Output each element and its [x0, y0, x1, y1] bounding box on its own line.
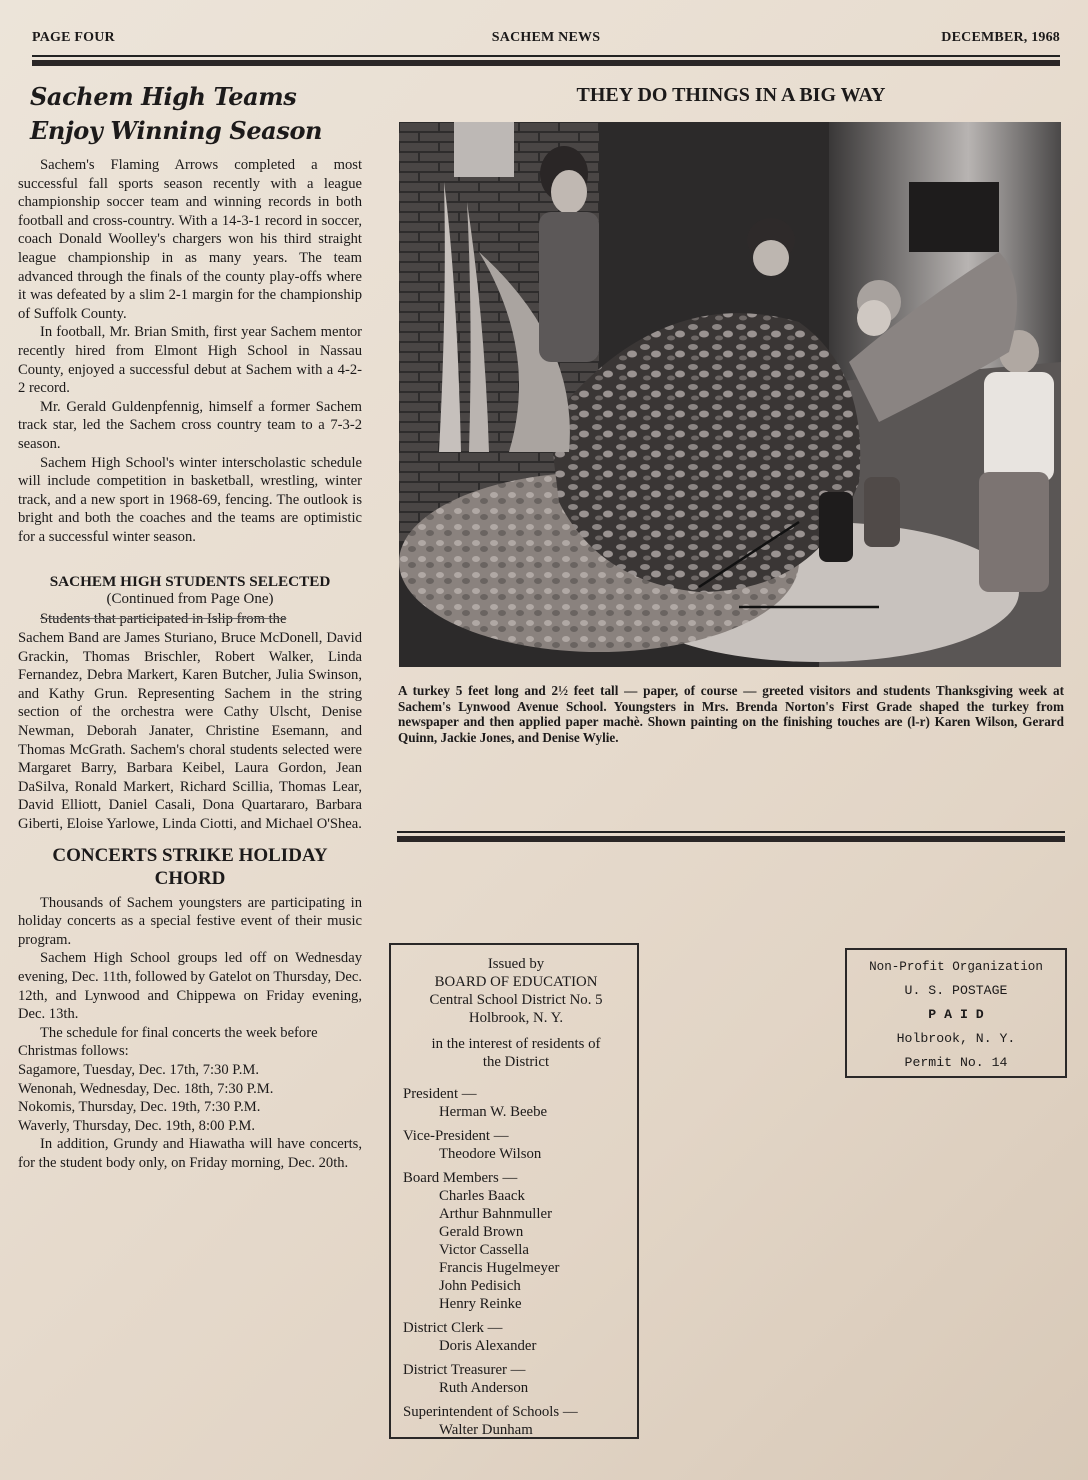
- concerts-article: [18, 844, 362, 1173]
- officer-title: Superintendent of Schools —: [403, 1404, 578, 1420]
- sports-headline-line2: Enjoy Winning Season: [30, 116, 323, 145]
- sports-headline: [30, 80, 362, 148]
- interest-line: in the interest of residents of: [431, 1036, 601, 1052]
- officer-name: Victor Cassella: [439, 1242, 529, 1258]
- sports-paragraph: Mr. Gerald Guldenpfennig, himself a former Sachem track star, led the Sachem cross country team to a 7-3-2 season.: [18, 398, 362, 452]
- officer-name: Doris Alexander: [439, 1338, 537, 1354]
- postage-line: P A I D: [928, 1007, 984, 1022]
- officer-name: Gerald Brown: [439, 1224, 524, 1240]
- masthead-rule-thin: [32, 55, 1060, 57]
- district-name: Central School District No. 5: [429, 992, 603, 1008]
- sports-paragraph: Sachem's Flaming Arrows completed a most successful fall sports season recently with a league championship soccer team and winning records in both football and cross-country. With a 14-3-1 record in soccer, coach Donald Woolley's chargers won his third straight league championship in as many years. The team advanced through the finals of the county play-offs where it was defeated by a slim 2-1 margin for the championship of Suffolk County.: [18, 157, 362, 322]
- issued-by-label: Issued by: [487, 956, 545, 972]
- page-number: PAGE FOUR: [32, 30, 115, 45]
- concerts-headline: [18, 844, 362, 890]
- postage-line: Non-Profit Organization: [869, 960, 1043, 974]
- schedule-item: Wenonah, Wednesday, Dec. 18th, 7:30 P.M.: [18, 1080, 274, 1097]
- students-subhead: (Continued from Page One): [106, 591, 274, 608]
- officer-name: Charles Baack: [439, 1188, 525, 1204]
- students-headline: SACHEM HIGH STUDENTS SELECTED: [49, 573, 331, 591]
- students-first-line: Students that participated in Islip from the: [40, 611, 287, 628]
- concerts-headline-line1: CONCERTS STRIKE HOLIDAY: [52, 844, 328, 866]
- officer-name: Ruth Anderson: [439, 1380, 529, 1396]
- schedule-item: Nokomis, Thursday, Dec. 19th, 7:30 P.M.: [18, 1099, 261, 1116]
- sports-paragraph: In football, Mr. Brian Smith, first year Sachem mentor recently hired from Elmont High School in Nassau County, enjoyed a successful debut at Sachem with a 4-2-2 record.: [18, 324, 362, 397]
- issue-date: DECEMBER, 1968: [941, 30, 1060, 45]
- photo-feature-headline: THEY DO THINGS IN A BIG WAY: [576, 84, 886, 106]
- students-article: [18, 573, 362, 833]
- officer-name: Francis Hugelmeyer: [439, 1260, 560, 1276]
- officer-name: Herman W. Beebe: [439, 1104, 548, 1120]
- officer-name: Theodore Wilson: [439, 1146, 542, 1162]
- officer-title: District Clerk —: [403, 1320, 503, 1336]
- officer-title: District Treasurer —: [403, 1362, 526, 1378]
- postage-line: Holbrook, N. Y.: [896, 1031, 1016, 1046]
- postage-indicia: [845, 948, 1067, 1078]
- concerts-paragraph: Sachem High School groups led off on Wednesday evening, Dec. 11th, followed by Gatelot on Thursday, Dec. 12th, and Lynwood and Chippewa on Friday evening, Dec. 13th.: [18, 950, 362, 1023]
- section-rule-thick: [397, 836, 1065, 842]
- photo-caption: A turkey 5 feet long and 2½ feet tall — paper, of course — greeted visitors and students Thanksgiving week at Sachem's Lynwood Avenue School. Youngsters in Mrs. Brenda Norton's First Grade shaped the turkey from newspaper and then applied paper machè. Shown painting on the finishing touches are (l-r) Karen Wilson, Gerard Quinn, Jackie Jones, and Denise Wylie.: [398, 683, 1064, 745]
- newspaper-title: SACHEM NEWS: [491, 30, 601, 45]
- concerts-paragraph: The schedule for final concerts the week before Christmas follows:: [18, 1024, 318, 1060]
- officer-title: Board Members —: [403, 1170, 518, 1186]
- postage-line: U. S. POSTAGE: [904, 983, 1008, 998]
- section-rule-thin: [397, 831, 1065, 833]
- board-name: BOARD OF EDUCATION: [434, 974, 598, 990]
- concerts-closing: In addition, Grundy and Hiawatha will have concerts, for the student body only, on Friday morning, Dec. 20th.: [18, 1136, 362, 1171]
- students-body: Sachem Band are James Sturiano, Bruce McDonell, David Grackin, Thomas Brischler, Robert Walker, Linda Fernandez, Debra Markert, Karen Butcher, Julia Swinson, and Kathy Grun. Representing Sachem in the string section of the orchestra were Cathy Ulscht, Denise Newman, Deborah Janater, Christine Esemann, and Thomas McGrath. Sachem's choral students selected were Margaret Barry, Barbara Keibel, Laura Gordon, Jean DaSilva, Ronald Markert, Richard Scillia, Thomas Lear, David Elliott, Daniel Casali, Dona Quartararo, Barbara Giberti, Eloise Yarlowe, Linda Ciotti, and Michael O'Shea.: [18, 630, 362, 832]
- left-column: [18, 80, 362, 1173]
- turkey-photo: [399, 122, 1061, 667]
- district-location: Holbrook, N. Y.: [468, 1010, 564, 1026]
- officer-title: President —: [403, 1086, 477, 1102]
- officer-name: John Pedisich: [439, 1278, 521, 1294]
- officer-title: Vice-President —: [403, 1128, 509, 1144]
- sports-article: [18, 80, 362, 546]
- issued-by-box: [389, 943, 639, 1439]
- interest-line: the District: [482, 1054, 550, 1070]
- schedule-item: Waverly, Thursday, Dec. 19th, 8:00 P.M.: [18, 1117, 256, 1134]
- concerts-paragraph: Thousands of Sachem youngsters are participating in holiday concerts as a special festive event of their music program.: [18, 894, 362, 948]
- schedule-item: Sagamore, Tuesday, Dec. 17th, 7:30 P.M.: [18, 1061, 260, 1078]
- photo-illustration: [399, 122, 1061, 667]
- officer-name: Arthur Bahnmuller: [439, 1206, 553, 1222]
- masthead-rule-thick: [32, 60, 1060, 66]
- concerts-headline-line2: CHORD: [154, 867, 226, 889]
- sports-headline-line1: Sachem High Teams: [30, 82, 297, 111]
- sports-paragraph: Sachem High School's winter interscholastic schedule will include competition in basketball, wrestling, winter track, and a new sport in 1968-69, fencing. The outlook is bright and both the coaches and the teams are optimistic for a successful winter season.: [18, 454, 362, 545]
- masthead: [32, 30, 1060, 50]
- officer-name: Walter Dunham: [439, 1422, 533, 1438]
- officer-name: Henry Reinke: [439, 1296, 522, 1312]
- postage-line: Permit No. 14: [904, 1055, 1008, 1070]
